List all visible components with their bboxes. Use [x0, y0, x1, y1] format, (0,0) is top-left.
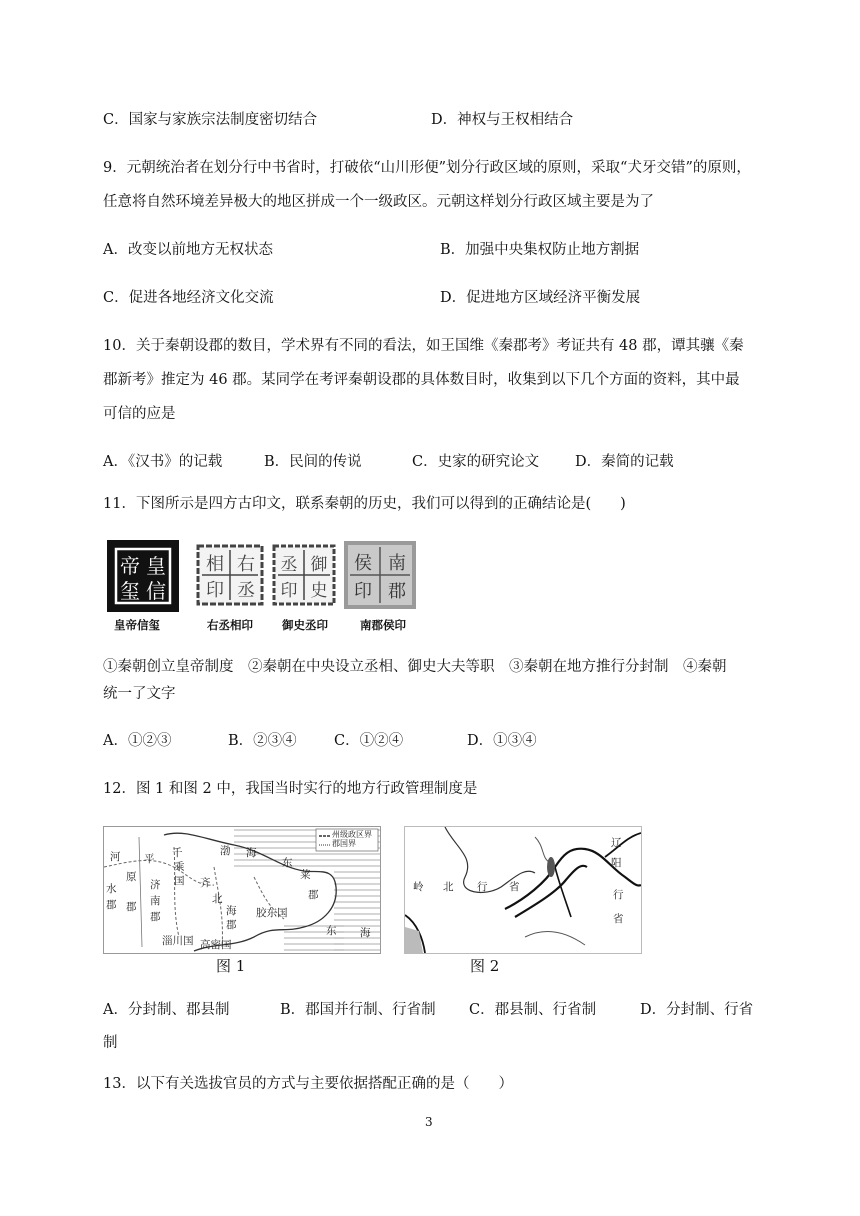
seal4-glyph-3: 印: [354, 581, 372, 602]
q11-statements-line2: 统一了文字: [103, 686, 176, 702]
q8-option-c: C．国家与家族宗法制度密切结合: [103, 112, 318, 128]
q10-option-d: D．秦简的记载: [575, 454, 674, 470]
fig2-label-xing: 行: [477, 881, 488, 893]
seal-huangdi-xinxi-image: [107, 540, 179, 612]
q8-option-d: D．神权与王权相结合: [431, 112, 574, 128]
seal2-glyph-2: 相: [206, 554, 224, 575]
fig2-label-bei: 北: [443, 881, 454, 893]
fig2-label-liao: 辽: [611, 837, 622, 849]
fig1-label-jun-jinan: 郡: [150, 911, 161, 923]
fig1-label-guo-qiancheng: 国: [174, 875, 185, 887]
q11-stem: 11．下图所示是四方古印文，联系秦朝的历史，我们可以得到的正确结论是( ): [103, 496, 626, 512]
seal2-glyph-1: 丞: [237, 580, 255, 601]
fig1-label-jun-he: 郡: [106, 899, 117, 911]
q10-stem-line2: 郡新考》推定为 46 郡。某同学在考评秦朝设郡的具体数目时，收集到以下几个方面的资料，其中最: [103, 372, 740, 388]
fig2-label-ling: 岭: [413, 881, 424, 893]
seal3-glyph-2: 丞: [280, 555, 298, 575]
fig1-label-jun-donglai: 郡: [308, 889, 319, 901]
fig1-label-bei: 北: [212, 893, 223, 905]
fig1-label-hai-beihai: 海: [226, 905, 237, 917]
seal1-glyph-1: 帝: [120, 554, 140, 578]
seal1-caption: 皇帝信玺: [114, 618, 160, 632]
seal-nanjun-hou-image: [344, 541, 416, 609]
fig1-legend-commandery-border: 郡国界: [332, 839, 356, 848]
q11-option-a: A．①②③: [103, 733, 172, 749]
q9-option-c: C．促进各地经济文化交流: [103, 290, 274, 306]
fig1-label-zichuan: 淄川国: [162, 935, 194, 947]
page-number: 3: [425, 1115, 433, 1129]
q12-option-d: D．分封制、行省: [640, 1002, 754, 1018]
fig1-label-cheng: 乘: [174, 861, 185, 873]
fig1-label-dong: 东: [282, 857, 293, 869]
seal3-caption: 御史丞印: [282, 618, 328, 632]
q12-option-d-continued: 制: [103, 1035, 118, 1051]
q9-option-a: A．改变以前地方无权状态: [103, 242, 273, 258]
q11-option-c: C．①②④: [334, 733, 404, 749]
figure-2-map: [404, 826, 642, 954]
fig1-label-bo: 渤: [220, 845, 231, 857]
seal2-glyph-0: 右: [237, 554, 255, 575]
fig1-label-ji: 济: [150, 879, 161, 891]
fig1-legend-state-border: 州级政区界: [332, 830, 372, 839]
fig1-label-hai-sea: 海: [360, 927, 371, 939]
q9-option-d: D．促进地方区域经济平衡发展: [440, 290, 641, 306]
fig1-label-ping: 平: [144, 853, 155, 865]
figure-2-map-drawing: [405, 827, 641, 953]
q9-stem-line2: 任意将自然环境差异极大的地区拼成一个一级政区。元朝这样划分行政区域主要是为了: [103, 194, 654, 210]
fig1-label-qi: 齐: [200, 877, 211, 889]
seal-yushi-cheng-image: [272, 544, 336, 606]
seal4-caption: 南郡侯印: [360, 618, 406, 632]
figure-2-caption: 图 2: [470, 957, 500, 975]
q9-stem-line1: 9．元朝统治者在划分行中书省时，打破依“山川形便”划分行政区域的原则，采取“犬牙交错”的原则，: [103, 160, 751, 176]
fig2-label-xing-liao: 行: [613, 889, 624, 901]
seal2-glyph-3: 印: [206, 580, 224, 601]
q10-option-b: B．民间的传说: [264, 454, 362, 470]
figure-1-caption: 图 1: [216, 957, 246, 975]
seal1-glyph-3: 玺: [120, 579, 140, 603]
seal3-glyph-0: 御: [310, 555, 328, 575]
fig1-label-nan: 南: [150, 895, 161, 907]
q10-stem-line1: 10．关于秦朝设郡的数目，学术界有不同的看法，如王国维《秦郡考》考证共有 48 郡，谭其骧《秦: [103, 338, 744, 354]
fig2-label-sheng: 省: [509, 881, 520, 893]
fig1-label-dong-sea: 东: [326, 925, 337, 937]
seal-you-chengxiang-image: [196, 544, 264, 606]
figure-1-map: [103, 826, 381, 954]
fig1-label-qian: 千: [172, 847, 183, 859]
seal4-glyph-1: 郡: [388, 581, 406, 602]
fig1-label-he: 河: [110, 851, 121, 863]
q9-option-b: B．加强中央集权防止地方割据: [440, 242, 640, 258]
q12-stem: 12．图 1 和图 2 中，我国当时实行的地方行政管理制度是: [103, 781, 478, 797]
q12-option-c: C．郡县制、行省制: [469, 1002, 597, 1018]
q13-stem: 13．以下有关选拔官员的方式与主要依据搭配正确的是（ ）: [103, 1076, 513, 1092]
seal4-glyph-2: 侯: [354, 553, 372, 574]
fig1-label-jun-beihai: 郡: [226, 919, 237, 931]
q11-option-d: D．①③④: [467, 733, 537, 749]
fig2-label-sheng-liao: 省: [613, 913, 624, 925]
fig1-label-gaomi: 高密国: [200, 939, 232, 951]
q10-option-c: C．史家的研究论文: [412, 454, 540, 470]
fig1-label-yuan: 原: [126, 871, 137, 883]
fig1-label-shui: 水: [106, 883, 117, 895]
seal3-glyph-3: 印: [280, 581, 298, 601]
q10-stem-line3: 可信的应是: [103, 406, 176, 422]
fig1-label-jiaodong: 胶东国: [256, 907, 288, 919]
seal1-glyph-2: 信: [146, 579, 166, 603]
seal2-caption: 右丞相印: [207, 618, 253, 632]
fig1-label-jun-pingyuan: 郡: [126, 901, 137, 913]
q12-option-a: A．分封制、郡县制: [103, 1002, 230, 1018]
fig2-label-yang: 阳: [611, 857, 622, 869]
seal4-glyph-0: 南: [388, 553, 406, 574]
fig1-label-hai: 海: [246, 847, 257, 859]
q11-statements-line1: ①秦朝创立皇帝制度 ②秦朝在中央设立丞相、御史大夫等职 ③秦朝在地方推行分封制 ④秦朝: [103, 659, 727, 675]
seal3-glyph-1: 史: [310, 581, 328, 601]
seal1-glyph-0: 皇: [146, 554, 166, 578]
q11-option-b: B．②③④: [228, 733, 297, 749]
q10-option-a: A．《汉书》的记载: [103, 454, 223, 470]
q12-option-b: B．郡国并行制、行省制: [280, 1002, 436, 1018]
fig1-label-lai: 莱: [300, 869, 311, 881]
